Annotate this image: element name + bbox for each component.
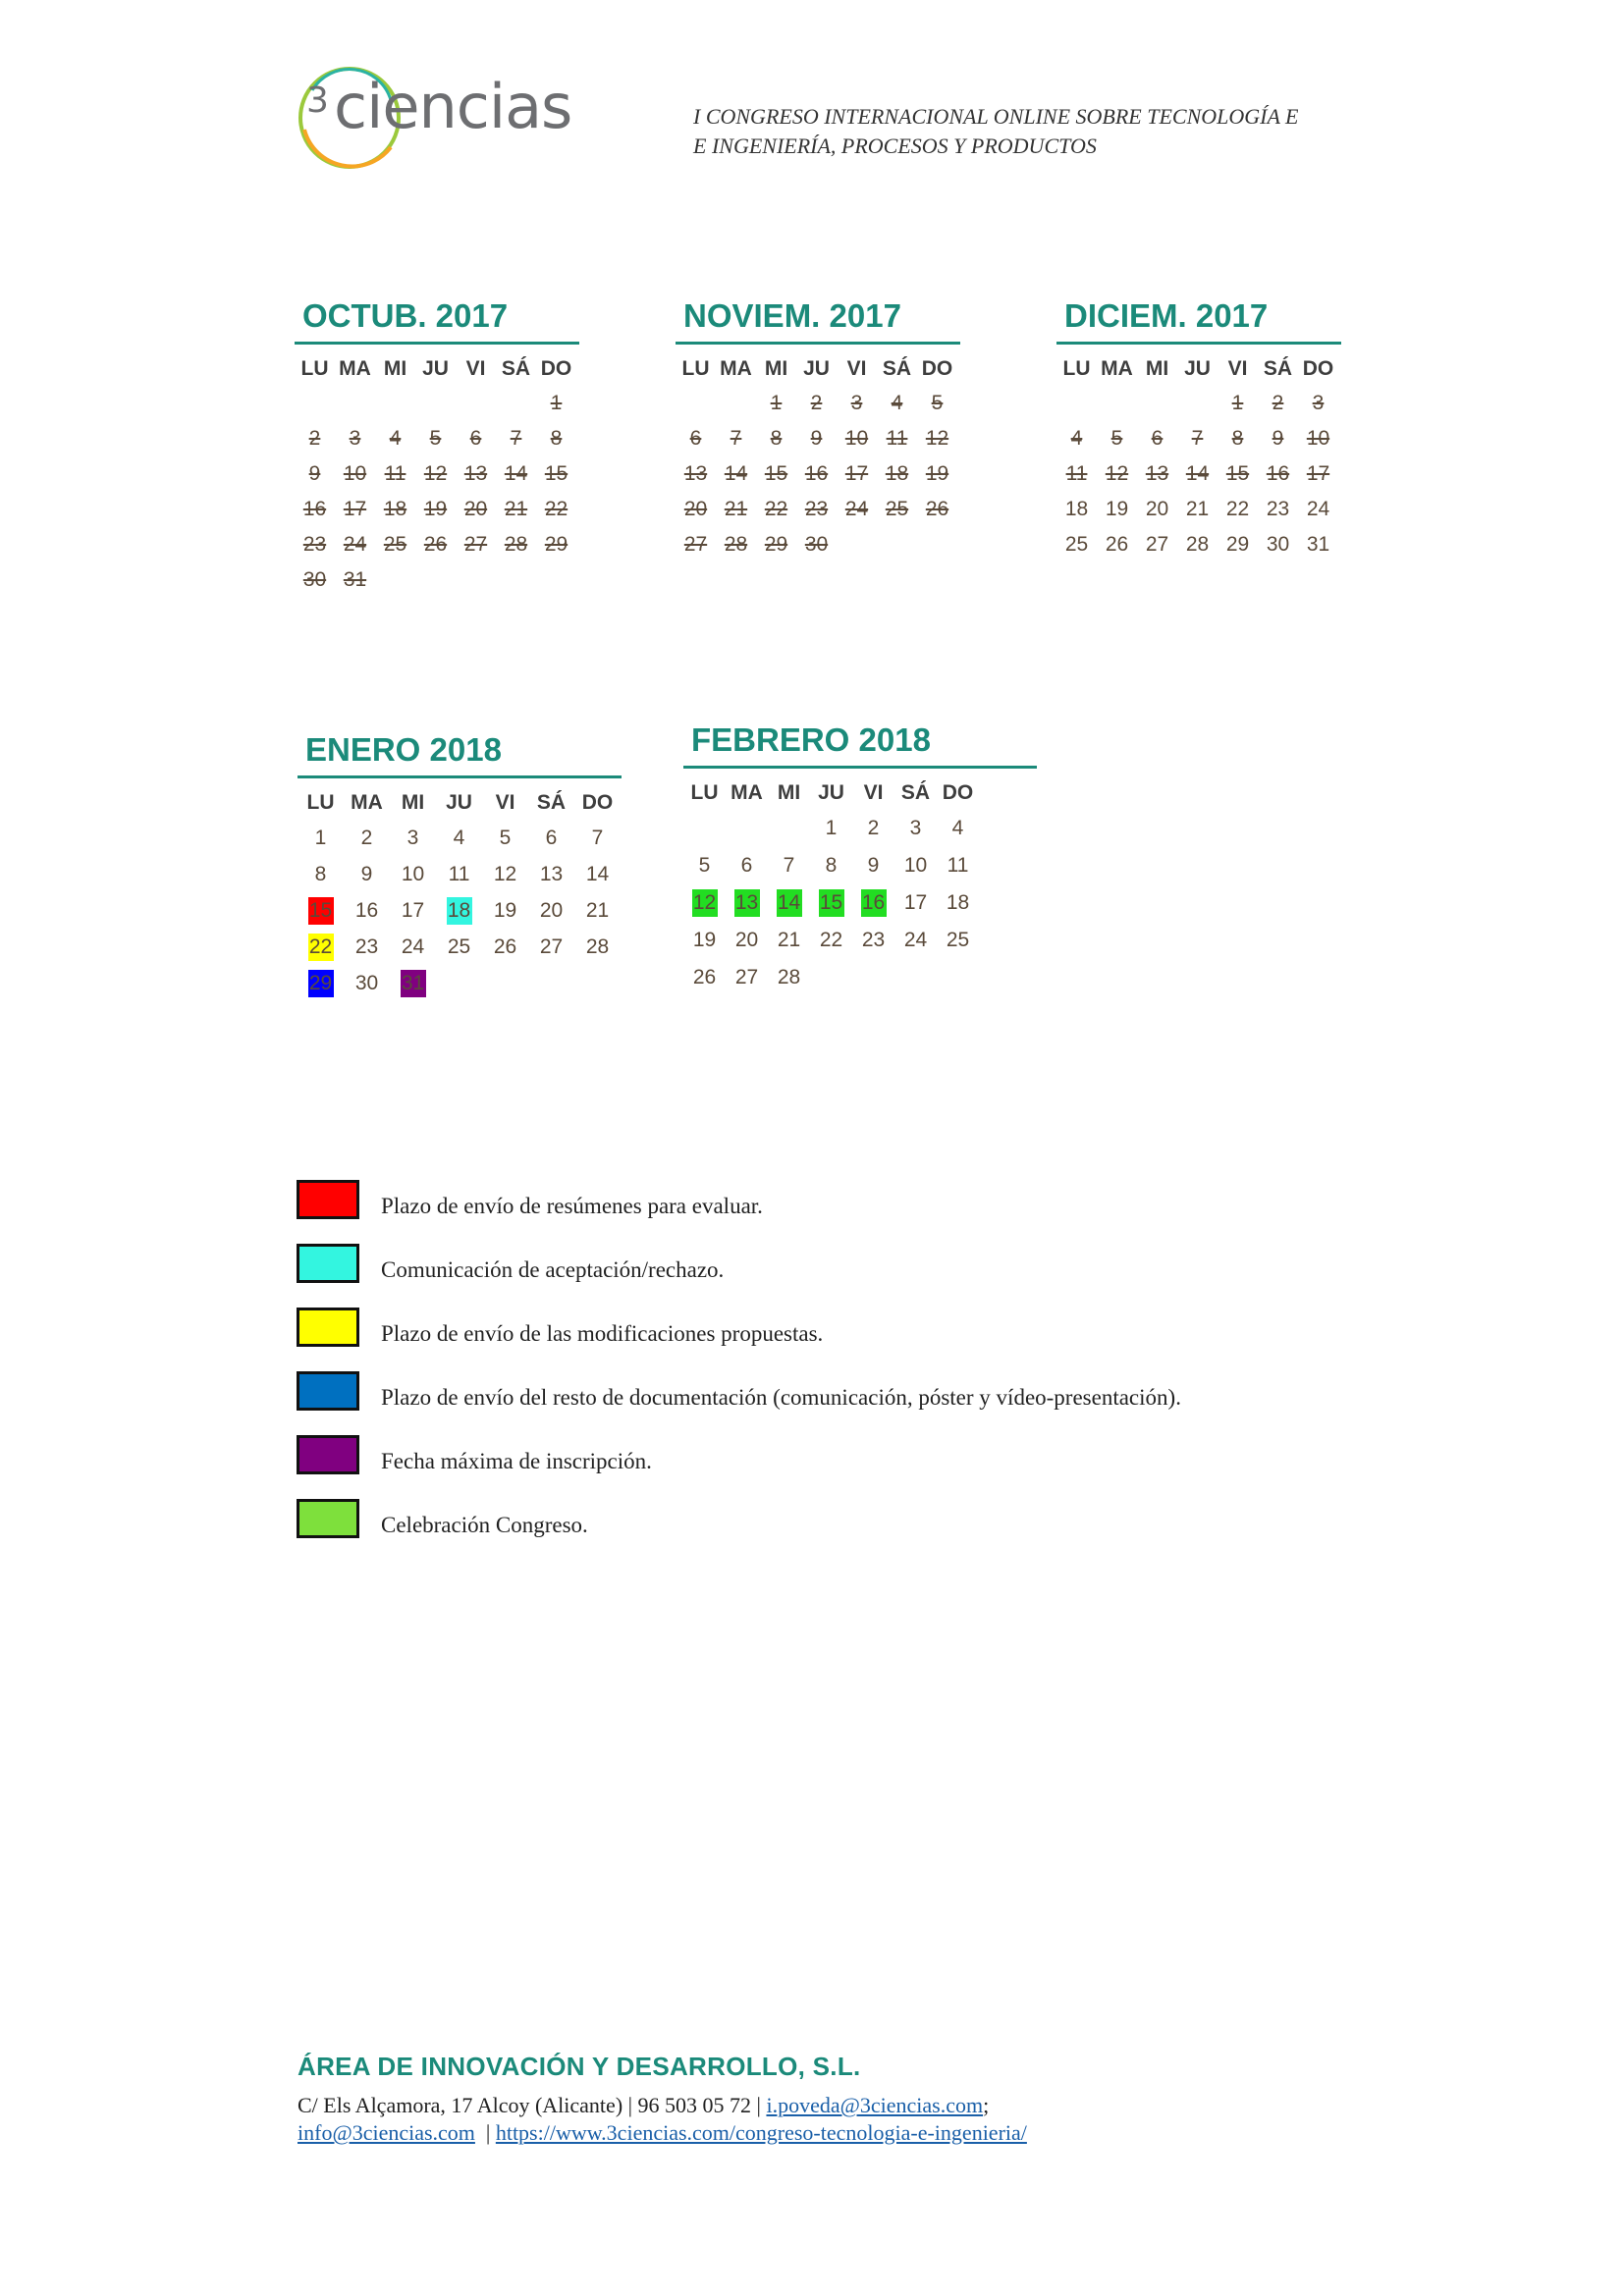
day-cell: 3 — [1312, 392, 1325, 414]
day-cell: 1 — [1231, 392, 1244, 414]
legend-label: Fecha máxima de inscripción. — [381, 1449, 652, 1473]
website-link[interactable]: https://www.3ciencias.com/congreso-tecnologia-e-ingenieria/ — [495, 2120, 1027, 2145]
day-cell: 23 — [1266, 498, 1290, 520]
empty-cell — [768, 810, 810, 847]
highlighted-day: 22 — [308, 934, 334, 961]
day-cell: 12 — [925, 427, 949, 450]
calendar-rule — [1056, 342, 1341, 345]
day-cell: 24 — [401, 935, 425, 958]
day-cell: 6 — [545, 827, 558, 849]
day-cell: 4 — [389, 427, 402, 450]
day-cell: 17 — [401, 899, 425, 922]
day-cell: 11 — [384, 462, 406, 485]
contact-info — [298, 2092, 1476, 2147]
highlighted-day: 15 — [308, 897, 334, 925]
day-cell: 8 — [550, 427, 563, 450]
email-link-poveda[interactable]: i.poveda@3ciencias.com — [766, 2093, 984, 2117]
day-cell: 5 — [931, 392, 944, 414]
day-cell: 10 — [844, 427, 869, 450]
calendar-title: OCTUB. 2017 — [302, 297, 509, 334]
legend-swatch-green — [297, 1499, 359, 1538]
day-cell: 14 — [504, 462, 528, 485]
legend-swatch-purple — [297, 1435, 359, 1474]
day-cell: 30 — [804, 533, 829, 556]
day-cell: 9 — [810, 427, 823, 450]
highlighted-day: 13 — [734, 889, 760, 917]
weekday-header: MI — [1145, 357, 1169, 380]
day-cell: 28 — [585, 935, 610, 958]
day-cell: 7 — [591, 827, 604, 849]
day-cell: 31 — [343, 568, 367, 591]
day-cell: 1 — [770, 392, 783, 414]
day-cell: 11 — [886, 427, 908, 450]
day-cell: 15 — [544, 462, 568, 485]
day-cell — [436, 892, 482, 929]
legend-swatch-red — [297, 1180, 359, 1219]
calendar-title: DICIEM. 2017 — [1064, 297, 1269, 334]
calendar-january-2018 — [298, 730, 622, 1001]
day-cell: 25 — [946, 929, 970, 951]
empty-cell — [295, 386, 335, 421]
calendar-rule — [298, 775, 622, 778]
legend-label: Plazo de envío de resúmenes para evaluar. — [381, 1194, 763, 1218]
day-cell: 10 — [1306, 427, 1330, 450]
title-line-2: E INGENIERÍA, PROCESOS Y PRODUCTOS — [693, 133, 1097, 158]
day-cell: 9 — [360, 863, 373, 885]
highlighted-day: 29 — [308, 970, 334, 997]
day-cell: 25 — [447, 935, 471, 958]
day-cell: 20 — [1145, 498, 1169, 520]
weekday-header: SÁ — [882, 357, 912, 380]
logo — [293, 61, 577, 177]
empty-cell — [1177, 386, 1218, 421]
company-name: ÁREA DE INNOVACIÓN Y DESARROLLO, S.L. — [298, 2052, 861, 2081]
highlighted-day: 14 — [777, 889, 802, 917]
empty-cell — [716, 386, 756, 421]
legend-swatch-yellow — [297, 1308, 359, 1347]
day-cell: 3 — [850, 392, 863, 414]
day-cell: 23 — [804, 498, 829, 520]
day-cell: 13 — [683, 462, 708, 485]
calendar-november-2017 — [676, 296, 960, 562]
day-cell: 28 — [724, 533, 748, 556]
weekday-header: MI — [401, 791, 425, 814]
logo-wordmark: ciencias — [334, 71, 572, 142]
empty-cell — [375, 386, 415, 421]
day-cell: 7 — [730, 427, 742, 450]
weekday-header: LU — [300, 357, 329, 380]
day-cell: 14 — [585, 863, 610, 885]
day-cell: 12 — [1105, 462, 1129, 485]
day-cell: 26 — [692, 966, 717, 988]
legend-item — [297, 1371, 1377, 1435]
day-cell: 27 — [683, 533, 708, 556]
day-cell: 25 — [885, 498, 909, 520]
day-cell: 26 — [925, 498, 949, 520]
email-link-info[interactable]: info@3ciencias.com — [298, 2120, 475, 2145]
day-cell: 13 — [463, 462, 488, 485]
day-cell: 31 — [1306, 533, 1330, 556]
day-cell: 26 — [423, 533, 448, 556]
separator: | — [474, 2120, 496, 2145]
legend-label: Comunicación de aceptación/rechazo. — [381, 1257, 725, 1282]
weekday-header: MA — [351, 791, 383, 814]
legend-swatch-blue — [297, 1371, 359, 1411]
day-cell — [298, 892, 344, 929]
day-cell: 5 — [698, 854, 711, 877]
day-cell: 18 — [946, 891, 970, 914]
day-cell: 11 — [448, 863, 470, 885]
weekday-header: VI — [1227, 357, 1248, 380]
day-cell: 13 — [539, 863, 564, 885]
day-cell: 16 — [302, 498, 327, 520]
day-cell: 6 — [469, 427, 482, 450]
legend-label: Celebración Congreso. — [381, 1513, 588, 1537]
day-cell: 20 — [683, 498, 708, 520]
day-cell — [298, 929, 344, 965]
legend-swatch-cyan — [297, 1244, 359, 1283]
empty-cell — [726, 810, 768, 847]
day-cell: 29 — [764, 533, 788, 556]
day-cell: 30 — [1266, 533, 1290, 556]
day-cell: 18 — [885, 462, 909, 485]
day-cell: 12 — [493, 863, 517, 885]
weekday-header: MA — [720, 357, 752, 380]
day-cell: 17 — [903, 891, 928, 914]
empty-cell — [415, 386, 456, 421]
weekday-header: JU — [446, 791, 472, 814]
day-cell: 21 — [1185, 498, 1210, 520]
day-cell: 3 — [349, 427, 361, 450]
day-cell: 2 — [308, 427, 321, 450]
day-cell: 5 — [1110, 427, 1123, 450]
empty-cell — [676, 386, 716, 421]
day-cell: 22 — [819, 929, 843, 951]
day-cell: 4 — [891, 392, 903, 414]
day-cell: 30 — [302, 568, 327, 591]
weekday-header: JU — [1184, 357, 1211, 380]
day-cell — [298, 965, 344, 1001]
day-cell: 25 — [1064, 533, 1089, 556]
day-cell: 2 — [867, 817, 880, 839]
day-cell: 5 — [499, 827, 512, 849]
day-cell: 8 — [825, 854, 838, 877]
weekday-header: VI — [846, 357, 867, 380]
day-cell: 21 — [777, 929, 801, 951]
day-cell: 22 — [764, 498, 788, 520]
day-cell: 27 — [463, 533, 488, 556]
day-cell: 9 — [867, 854, 880, 877]
highlighted-day: 12 — [692, 889, 718, 917]
legend-item — [297, 1499, 1377, 1563]
day-cell: 23 — [354, 935, 379, 958]
day-cell: 2 — [810, 392, 823, 414]
day-cell: 2 — [1272, 392, 1284, 414]
day-cell: 20 — [734, 929, 759, 951]
day-cell: 6 — [1151, 427, 1164, 450]
legend-item — [297, 1180, 1377, 1244]
day-cell: 4 — [951, 817, 964, 839]
highlighted-day: 16 — [861, 889, 887, 917]
title-line-1: I CONGRESO INTERNACIONAL ONLINE SOBRE TECNOLOGÍA E — [693, 104, 1299, 129]
empty-cell — [496, 386, 536, 421]
empty-cell — [683, 810, 726, 847]
calendar-title: ENERO 2018 — [305, 731, 502, 768]
day-cell: 9 — [1272, 427, 1284, 450]
legend-label: Plazo de envío del resto de documentación (comunicación, póster y vídeo-presentación). — [381, 1385, 1181, 1410]
day-cell: 19 — [925, 462, 949, 485]
weekday-header: LU — [306, 791, 335, 814]
empty-cell — [335, 386, 375, 421]
day-cell: 2 — [360, 827, 373, 849]
day-cell: 17 — [1306, 462, 1330, 485]
day-cell: 13 — [1145, 462, 1169, 485]
day-cell: 10 — [343, 462, 367, 485]
calendar-grid — [1056, 352, 1341, 562]
weekday-header: VI — [495, 791, 515, 814]
calendar-grid — [295, 352, 579, 598]
day-cell: 1 — [825, 817, 838, 839]
day-cell: 25 — [383, 533, 407, 556]
calendar-rule — [295, 342, 579, 345]
weekday-header: MI — [764, 357, 788, 380]
day-cell: 5 — [429, 427, 442, 450]
day-cell: 26 — [1105, 533, 1129, 556]
weekday-header: VI — [465, 357, 486, 380]
day-cell: 1 — [550, 392, 563, 414]
day-cell: 3 — [406, 827, 419, 849]
day-cell: 17 — [844, 462, 869, 485]
day-cell: 16 — [804, 462, 829, 485]
day-cell: 4 — [1070, 427, 1083, 450]
weekday-header: DO — [540, 357, 572, 380]
day-cell: 26 — [493, 935, 517, 958]
calendar-grid — [683, 776, 1037, 996]
calendar-rule — [676, 342, 960, 345]
day-cell: 6 — [740, 854, 753, 877]
day-cell: 14 — [1185, 462, 1210, 485]
day-cell — [390, 965, 436, 1001]
weekday-header: MA — [1101, 357, 1133, 380]
day-cell: 23 — [861, 929, 886, 951]
day-cell — [726, 884, 768, 922]
day-cell: 27 — [1145, 533, 1169, 556]
day-cell: 10 — [401, 863, 425, 885]
day-cell: 27 — [734, 966, 759, 988]
weekday-header: MI — [383, 357, 407, 380]
footer — [298, 2052, 1476, 2147]
day-cell: 12 — [423, 462, 448, 485]
day-cell: 18 — [1064, 498, 1089, 520]
weekday-header: SÁ — [536, 791, 567, 814]
day-cell: 19 — [423, 498, 448, 520]
day-cell: 22 — [1225, 498, 1250, 520]
highlighted-day: 31 — [401, 970, 426, 997]
day-cell: 1 — [314, 827, 327, 849]
day-cell: 21 — [504, 498, 528, 520]
day-cell: 18 — [383, 498, 407, 520]
day-cell: 9 — [308, 462, 321, 485]
legend-label: Plazo de envío de las modificaciones propuestas. — [381, 1321, 824, 1346]
calendar-february-2018 — [683, 721, 1037, 996]
day-cell — [768, 884, 810, 922]
weekday-header: DO — [921, 357, 953, 380]
day-cell: 4 — [453, 827, 465, 849]
empty-cell — [1137, 386, 1177, 421]
calendar-title: FEBRERO 2018 — [691, 721, 931, 758]
weekday-header: JU — [818, 781, 844, 804]
calendar-december-2017 — [1056, 296, 1341, 562]
day-cell: 3 — [909, 817, 922, 839]
calendar-title: NOVIEM. 2017 — [683, 297, 901, 334]
weekday-header: SÁ — [501, 357, 531, 380]
day-cell: 28 — [504, 533, 528, 556]
weekday-header: DO — [942, 781, 974, 804]
day-cell: 7 — [510, 427, 522, 450]
highlighted-day: 15 — [819, 889, 844, 917]
empty-cell — [1097, 386, 1137, 421]
day-cell: 24 — [343, 533, 367, 556]
day-cell: 19 — [1105, 498, 1129, 520]
weekday-header: SÁ — [1263, 357, 1293, 380]
legend-item — [297, 1308, 1377, 1371]
weekday-header: DO — [1302, 357, 1334, 380]
weekday-header: MA — [731, 781, 763, 804]
day-cell: 29 — [544, 533, 568, 556]
day-cell: 11 — [1065, 462, 1088, 485]
day-cell: 29 — [1225, 533, 1250, 556]
day-cell: 17 — [343, 498, 367, 520]
empty-cell — [1056, 386, 1097, 421]
weekday-header: LU — [1062, 357, 1091, 380]
day-cell: 14 — [724, 462, 748, 485]
day-cell: 15 — [764, 462, 788, 485]
day-cell: 7 — [1191, 427, 1204, 450]
day-cell — [810, 884, 852, 922]
day-cell: 20 — [539, 899, 564, 922]
legend-item — [297, 1244, 1377, 1308]
highlighted-day: 18 — [447, 897, 472, 925]
weekday-header: MI — [777, 781, 801, 804]
logo-superscript: 3 — [306, 80, 329, 121]
empty-cell — [456, 386, 496, 421]
legend — [297, 1180, 1377, 1563]
day-cell: 16 — [354, 899, 379, 922]
calendar-grid — [676, 352, 960, 562]
day-cell: 15 — [1225, 462, 1250, 485]
day-cell: 7 — [783, 854, 795, 877]
day-cell: 23 — [302, 533, 327, 556]
day-cell: 11 — [947, 854, 969, 877]
day-cell: 24 — [844, 498, 869, 520]
weekday-header: MA — [339, 357, 371, 380]
day-cell: 30 — [354, 972, 379, 994]
day-cell: 19 — [493, 899, 517, 922]
day-cell: 21 — [724, 498, 748, 520]
weekday-header: LU — [690, 781, 719, 804]
address: C/ Els Alçamora, 17 Alcoy (Alicante) | 96 503 05 72 | — [298, 2093, 767, 2117]
legend-item — [297, 1435, 1377, 1499]
day-cell — [683, 884, 726, 922]
day-cell: 24 — [1306, 498, 1330, 520]
day-cell: 19 — [692, 929, 717, 951]
weekday-header: JU — [422, 357, 449, 380]
weekday-header: JU — [803, 357, 830, 380]
weekday-header: DO — [581, 791, 614, 814]
calendar-grid — [298, 786, 622, 1001]
weekday-header: LU — [681, 357, 710, 380]
day-cell: 8 — [314, 863, 327, 885]
calendar-rule — [683, 766, 1037, 769]
page-title — [693, 102, 1380, 161]
day-cell: 8 — [1231, 427, 1244, 450]
day-cell: 27 — [539, 935, 564, 958]
weekday-header: VI — [863, 781, 884, 804]
day-cell: 28 — [777, 966, 801, 988]
day-cell: 16 — [1266, 462, 1290, 485]
day-cell: 24 — [903, 929, 928, 951]
weekday-header: SÁ — [900, 781, 931, 804]
day-cell: 8 — [770, 427, 783, 450]
day-cell: 20 — [463, 498, 488, 520]
day-cell: 21 — [585, 899, 610, 922]
separator: ; — [983, 2093, 990, 2117]
day-cell: 22 — [544, 498, 568, 520]
day-cell: 6 — [689, 427, 702, 450]
day-cell — [852, 884, 894, 922]
calendar-october-2017 — [295, 296, 579, 598]
day-cell: 10 — [903, 854, 928, 877]
day-cell: 28 — [1185, 533, 1210, 556]
